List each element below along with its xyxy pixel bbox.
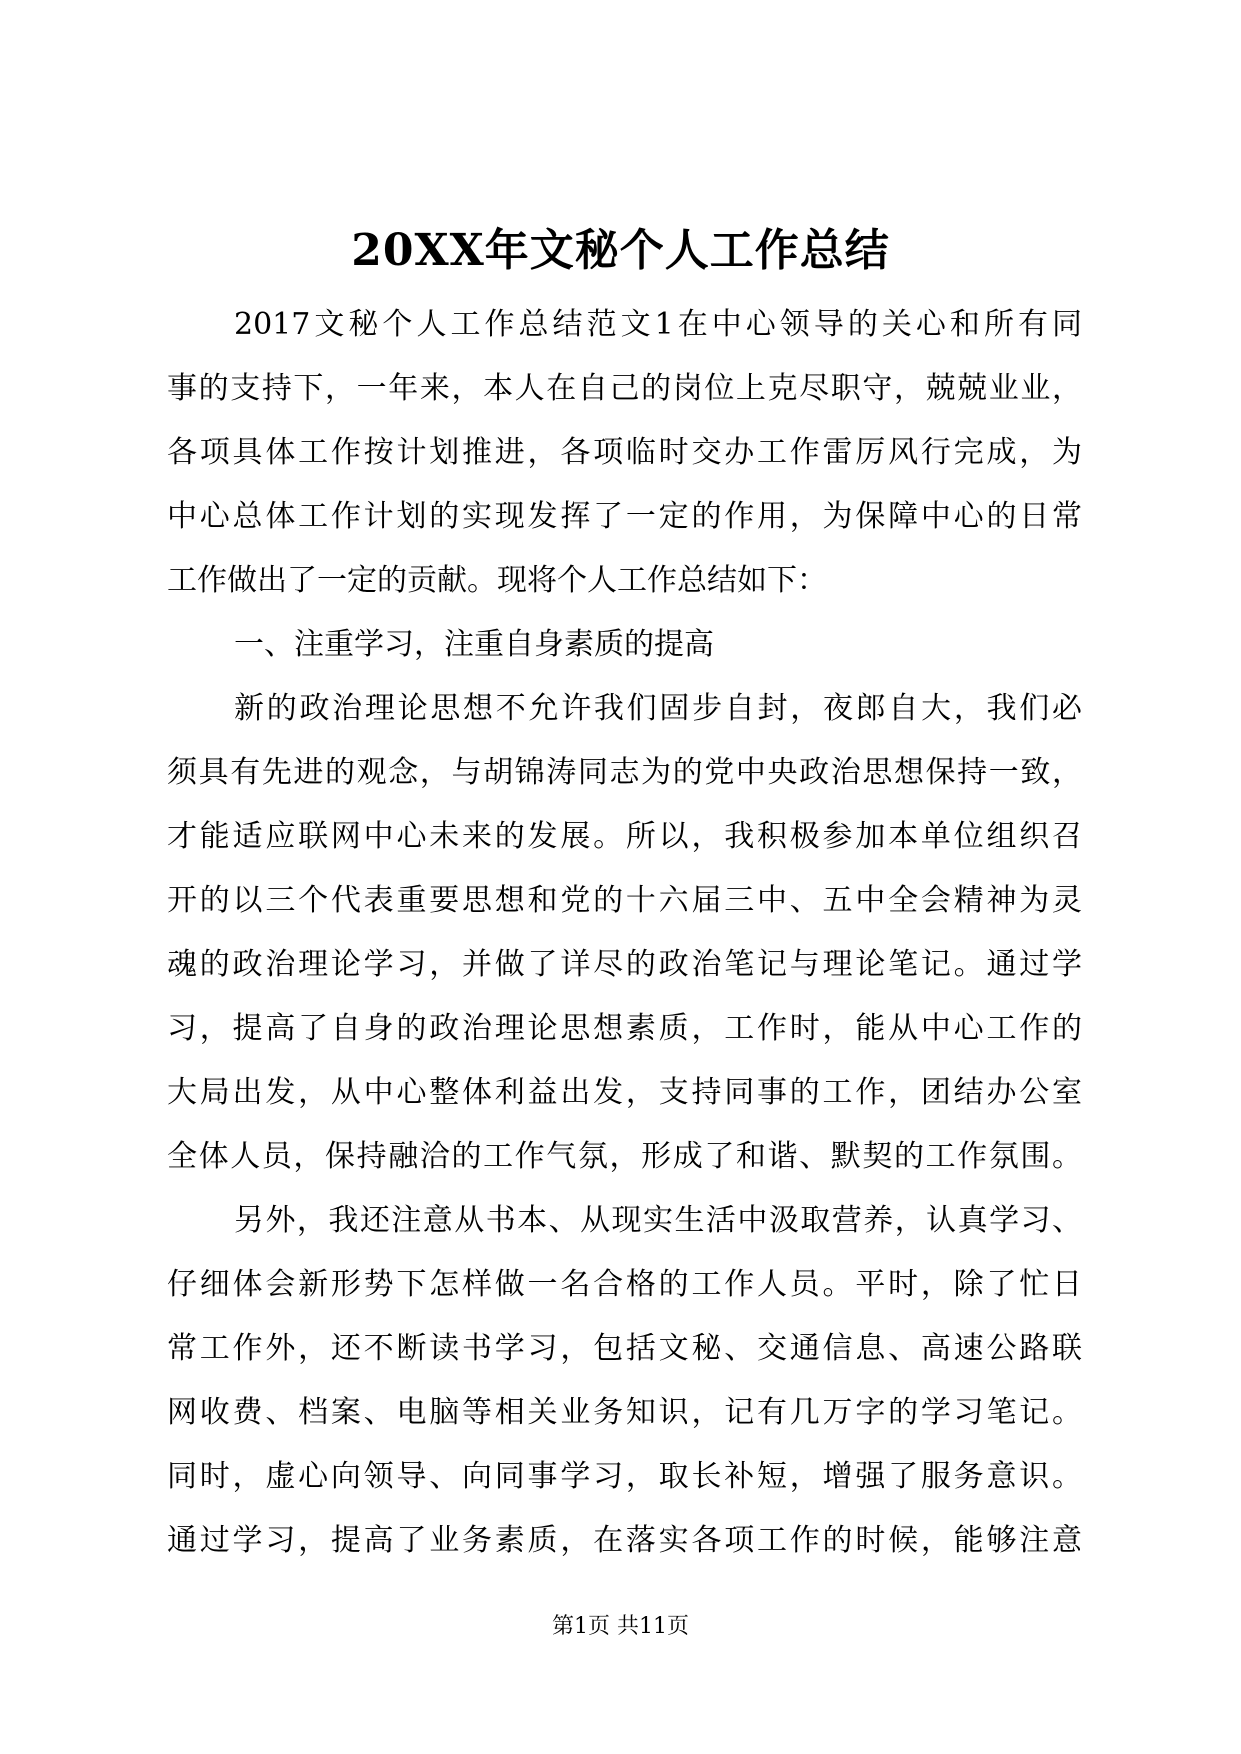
paragraph-line: 开的以三个代表重要思想和党的十六届三中、五中全会精神为灵 <box>167 883 1082 918</box>
paragraph-line: 仔细体会新形势下怎样做一名合格的工作人员。平时，除了忙日 <box>167 1267 1082 1302</box>
document-body <box>167 293 1082 1573</box>
paragraph-line: 才能适应联网中心未来的发展。所以，我积极参加本单位组织召 <box>167 819 1082 854</box>
paragraph-line: 通过学习，提高了业务素质，在落实各项工作的时候，能够注意 <box>167 1523 1082 1558</box>
paragraph-line: 另外，我还注意从书本、从现实生活中汲取营养，认真学习、 <box>234 1203 1082 1238</box>
document-title: 20XX年文秘个人工作总结 <box>351 225 890 276</box>
paragraph-line: 新的政治理论思想不允许我们固步自封，夜郎自大，我们必 <box>234 691 1082 726</box>
paragraph-line: 网收费、档案、电脑等相关业务知识，记有几万字的学习笔记。 <box>167 1395 1082 1430</box>
paragraph-line: 大局出发，从中心整体利益出发，支持同事的工作，团结办公室 <box>167 1075 1082 1110</box>
paragraph-line: 同时，虚心向领导、向同事学习，取长补短，增强了服务意识。 <box>167 1459 1082 1494</box>
paragraph-line: 魂的政治理论学习，并做了详尽的政治笔记与理论笔记。通过学 <box>167 947 1082 982</box>
section-heading: 一、注重学习，注重自身素质的提高 <box>234 627 714 662</box>
paragraph-line: 习，提高了自身的政治理论思想素质，工作时，能从中心工作的 <box>167 1011 1082 1046</box>
paragraph-line: 中心总体工作计划的实现发挥了一定的作用，为保障中心的日常 <box>167 499 1082 534</box>
paragraph-line: 2017文秘个人工作总结范文1在中心领导的关心和所有同 <box>234 307 1082 342</box>
paragraph-line: 全体人员，保持融洽的工作气氛，形成了和谐、默契的工作氛围。 <box>167 1139 1082 1174</box>
page-number-footer: 第1页 共11页 <box>552 1614 689 1639</box>
paragraph-line: 须具有先进的观念，与胡锦涛同志为的党中央政治思想保持一致， <box>167 755 1082 790</box>
paragraph-line: 工作做出了一定的贡献。现将个人工作总结如下： <box>167 563 827 598</box>
paragraph-line: 各项具体工作按计划推进，各项临时交办工作雷厉风行完成，为 <box>167 435 1082 470</box>
paragraph-line: 事的支持下，一年来，本人在自己的岗位上克尽职守，兢兢业业， <box>167 371 1082 406</box>
paragraph-line: 常工作外，还不断读书学习，包括文秘、交通信息、高速公路联 <box>167 1331 1082 1366</box>
